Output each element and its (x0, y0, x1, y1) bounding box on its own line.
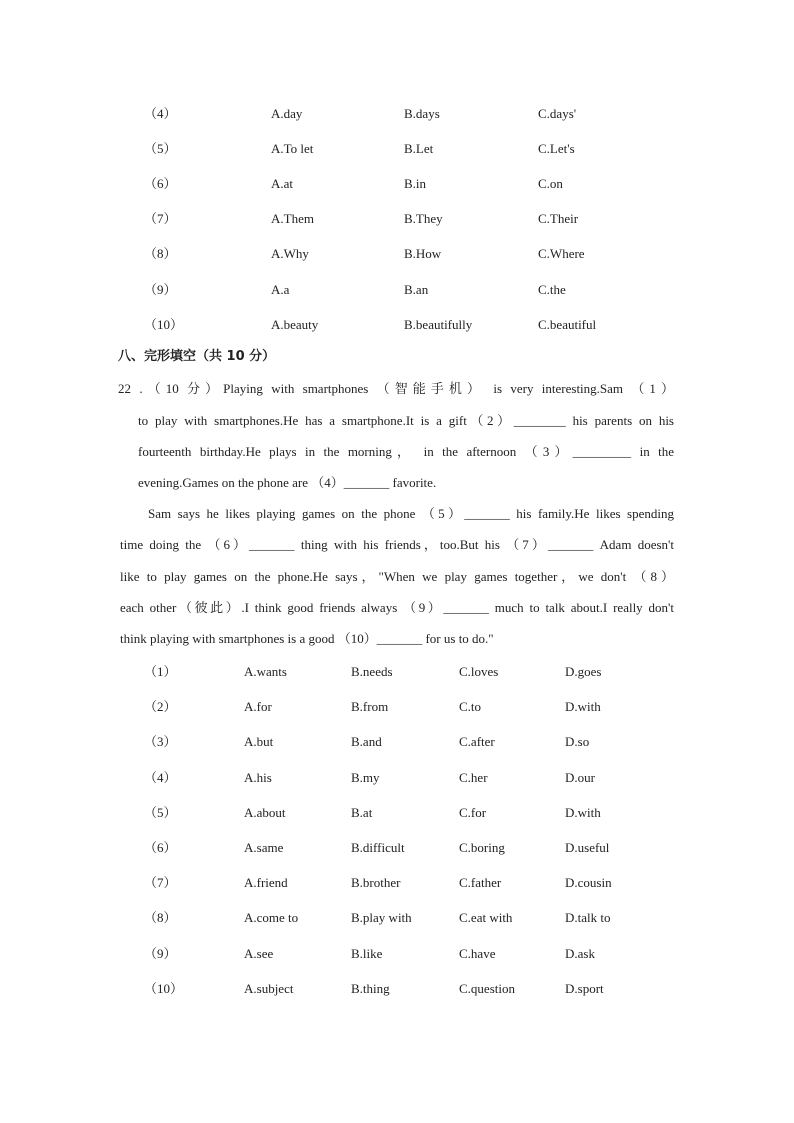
option-c: C.Let's (538, 141, 575, 156)
prev-option-row (0, 209, 794, 229)
option-number: （6） (144, 840, 177, 855)
option-c: C.for (459, 805, 487, 820)
option-number: （3） (144, 734, 177, 749)
option-c: C.boring (459, 840, 505, 855)
option-number: （8） (144, 910, 177, 925)
option-a: A.come to (244, 910, 299, 925)
option-a: A.at (271, 176, 294, 191)
option-row (0, 838, 794, 858)
option-b: B.days (404, 106, 440, 121)
option-c: C.days' (538, 106, 577, 121)
option-row (0, 873, 794, 893)
option-row (0, 697, 794, 717)
prev-option-row (0, 280, 794, 300)
option-a: A.a (271, 282, 290, 297)
option-a: A.Why (271, 246, 309, 261)
option-number: （7） (144, 211, 177, 226)
option-a: A.his (244, 770, 272, 785)
passage-line: to play with smartphones.He has a smartphone.It is a gift（2）________ his parents on his (138, 413, 674, 428)
option-number: （4） (144, 106, 177, 121)
option-b: B.beautifully (404, 317, 473, 332)
option-d: D.so (565, 734, 590, 749)
prev-option-row (0, 244, 794, 264)
option-a: A.day (271, 106, 303, 121)
option-c: C.have (459, 946, 496, 961)
option-a: A.about (244, 805, 286, 820)
option-b: B.How (404, 246, 442, 261)
option-a: A.but (244, 734, 274, 749)
passage-line: 22 .（10 分）Playing with smartphones （智能手机） is very interesting.Sam （1） (118, 381, 674, 396)
passage-line: fourteenth birthday.He plays in the morning， in the afternoon （3）_________ in the (138, 444, 674, 459)
option-c: C.the (538, 282, 566, 297)
passage-line: Sam says he likes playing games on the phone （5）_______ his family.He likes spending (148, 506, 674, 521)
option-row (0, 803, 794, 823)
prev-option-row (0, 139, 794, 159)
option-number: （10） (144, 981, 184, 996)
option-c: C.eat with (459, 910, 513, 925)
option-d: D.talk to (565, 910, 611, 925)
option-a: A.Them (271, 211, 314, 226)
option-b: B.at (351, 805, 373, 820)
option-a: A.subject (244, 981, 294, 996)
prev-option-row (0, 174, 794, 194)
option-a: A.wants (244, 664, 287, 679)
passage-line: like to play games on the phone.He says，"When we play games together，we don't （8） (120, 569, 674, 584)
option-b: B.brother (351, 875, 401, 890)
option-d: D.with (565, 805, 601, 820)
option-a: A.same (244, 840, 284, 855)
option-c: C.Where (538, 246, 585, 261)
passage-line: time doing the （6）_______ thing with his friends，too.But his （7）_______ Adam doesn't (120, 537, 674, 552)
option-b: B.thing (351, 981, 390, 996)
option-number: （5） (144, 805, 177, 820)
option-number: （5） (144, 141, 177, 156)
option-b: B.They (404, 211, 443, 226)
option-d: D.goes (565, 664, 602, 679)
option-number: （4） (144, 770, 177, 785)
option-a: A.see (244, 946, 274, 961)
option-row (0, 732, 794, 752)
option-number: （7） (144, 875, 177, 890)
option-b: B.difficult (351, 840, 405, 855)
option-c: C.Their (538, 211, 579, 226)
option-c: C.to (459, 699, 482, 714)
option-a: A.for (244, 699, 272, 714)
option-d: D.useful (565, 840, 610, 855)
option-d: D.ask (565, 946, 595, 961)
option-c: C.father (459, 875, 502, 890)
option-c: C.on (538, 176, 563, 191)
option-b: B.my (351, 770, 380, 785)
option-number: （9） (144, 946, 177, 961)
option-d: D.cousin (565, 875, 612, 890)
option-number: （1） (144, 664, 177, 679)
option-b: B.needs (351, 664, 393, 679)
section-heading: 八、完形填空（共 10 分） (118, 349, 276, 364)
option-d: D.our (565, 770, 595, 785)
option-number: （9） (144, 282, 177, 297)
option-row (0, 908, 794, 928)
passage-line: think playing with smartphones is a good （10）_______ for us to do." (120, 631, 494, 646)
option-number: （2） (144, 699, 177, 714)
option-number: （8） (144, 246, 177, 261)
option-number: （6） (144, 176, 177, 191)
prev-option-row (0, 104, 794, 124)
option-b: B.play with (351, 910, 412, 925)
option-row (0, 768, 794, 788)
option-b: B.from (351, 699, 389, 714)
prev-option-row (0, 315, 794, 335)
option-a: A.friend (244, 875, 288, 890)
option-b: B.like (351, 946, 383, 961)
option-number: （10） (144, 317, 184, 332)
option-row (0, 662, 794, 682)
option-c: C.question (459, 981, 515, 996)
option-b: B.Let (404, 141, 434, 156)
option-row (0, 944, 794, 964)
option-c: C.her (459, 770, 488, 785)
option-d: D.sport (565, 981, 604, 996)
option-d: D.with (565, 699, 601, 714)
option-c: C.beautiful (538, 317, 597, 332)
option-b: B.and (351, 734, 382, 749)
option-a: A.To let (271, 141, 314, 156)
option-row (0, 979, 794, 999)
option-b: B.an (404, 282, 429, 297)
option-a: A.beauty (271, 317, 319, 332)
passage-line: evening.Games on the phone are （4）_______ favorite. (138, 475, 437, 490)
option-c: C.after (459, 734, 495, 749)
passage-line: each other（彼此）.I think good friends always （9）_______ much to talk about.I really don't (120, 600, 674, 615)
option-b: B.in (404, 176, 427, 191)
option-c: C.loves (459, 664, 499, 679)
